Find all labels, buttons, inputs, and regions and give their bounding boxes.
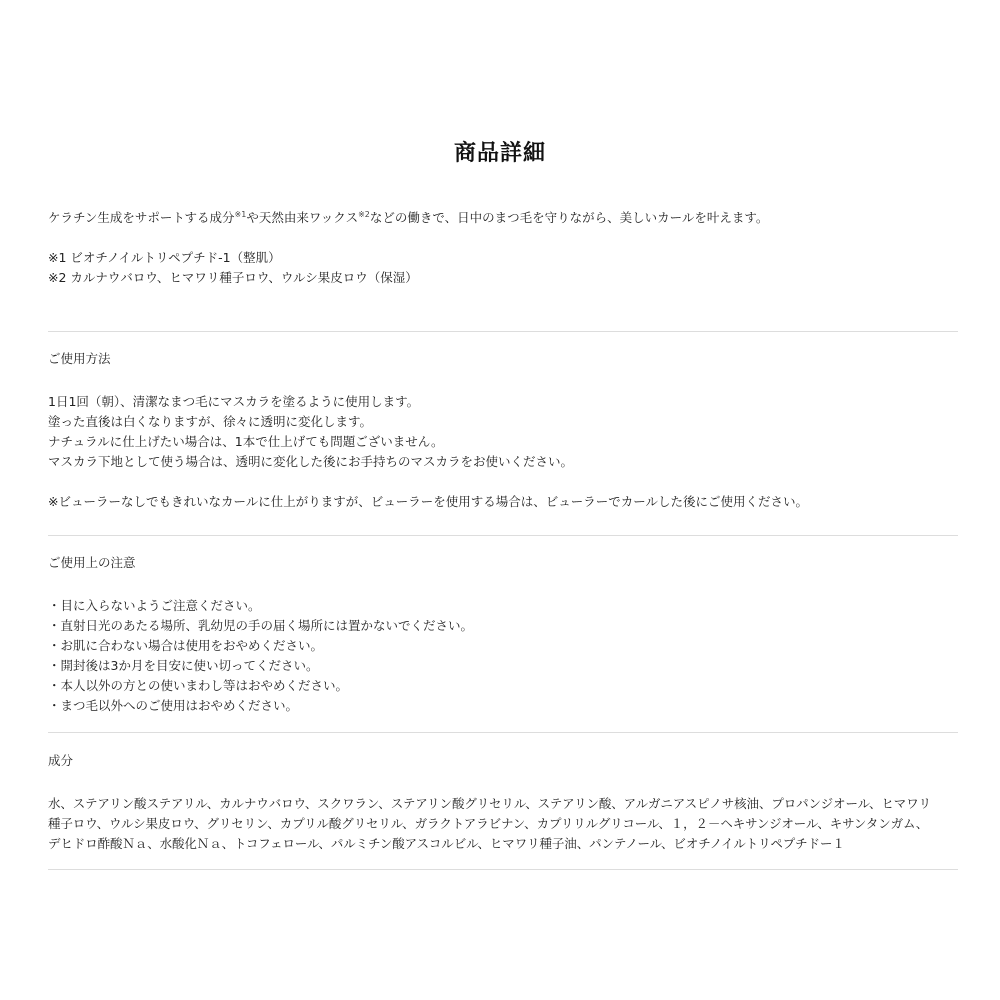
divider [48, 331, 958, 332]
ingredients-list [48, 794, 958, 854]
divider [48, 869, 958, 870]
divider [48, 732, 958, 733]
footnote-ref-2: ※2 [358, 209, 370, 219]
ingredients-heading: 成分 [48, 753, 74, 768]
intro-part-2: や天然由来ワックス [246, 210, 359, 225]
caution-item: ・開封後は3か月を目安に使い切ってください。 [48, 658, 319, 673]
footnote-ref-1: ※1 [234, 209, 247, 219]
page-title: 商品詳細 [453, 141, 546, 166]
usage-note-text: ※ビューラーなしでもきれいなカールに仕上がりますが、ビューラーを使用する場合は、ビューラーでカールした後にご使用ください。 [48, 494, 808, 509]
usage-instructions [48, 392, 958, 472]
caution-item: ・目に入らないようご注意ください。 [48, 598, 261, 613]
caution-item: ・まつ毛以外へのご使用はおやめください。 [48, 698, 299, 713]
footnote-2: ※2 カルナウバロウ、ヒマワリ種子ロウ、ウルシ果皮ロウ（保湿） [48, 270, 418, 285]
usage-line: マスカラ下地として使う場合は、透明に変化した後にお手持ちのマスカラをお使いください。 [48, 454, 574, 469]
caution-heading: ご使用上の注意 [48, 555, 136, 570]
intro-part-1: ケラチン生成をサポートする成分 [48, 210, 235, 225]
footnote-1: ※1 ビオチノイルトリペプチド-1（整肌） [48, 250, 281, 265]
intro-footnotes [48, 248, 958, 288]
caution-item: ・お肌に合わない場合は使用をおやめください。 [48, 638, 324, 653]
intro-text [48, 208, 958, 228]
ingredients-line: 種子ロウ、ウルシ果皮ロウ、グリセリン、カプリル酸グリセリル、ガラクトアラビナン、カプリリルグリコール、１，２－ヘキサンジオール、キサンタンガム、 [48, 816, 929, 831]
usage-heading: ご使用方法 [48, 351, 111, 366]
usage-line: ナチュラルに仕上げたい場合は、1本で仕上げても問題ございません。 [48, 434, 444, 449]
usage-line: 1日1回（朝）、清潔なまつ毛にマスカラを塗るように使用します。 [48, 394, 420, 409]
ingredients-line: デヒドロ酢酸Ｎａ、水酸化Ｎａ、トコフェロール、パルミチン酸アスコルビル、ヒマワリ種子油、パンテノール、ビオチノイルトリペプチドー１ [48, 836, 845, 851]
intro-paragraph [48, 208, 958, 228]
usage-line: 塗った直後は白くなりますが、徐々に透明に変化します。 [48, 414, 373, 429]
caution-item: ・直射日光のあたる場所、乳幼児の手の届く場所には置かないでください。 [48, 618, 474, 633]
intro-part-3: などの働きで、日中のまつ毛を守りながら、美しいカールを叶えます。 [369, 210, 769, 225]
ingredients-line: 水、ステアリン酸ステアリル、カルナウバロウ、スクワラン、ステアリン酸グリセリル、ステアリン酸、アルガニアスピノサ核油、プロパンジオール、ヒマワリ [48, 796, 931, 811]
caution-list [48, 596, 958, 716]
divider [48, 535, 958, 536]
usage-note [48, 492, 958, 512]
caution-item: ・本人以外の方との使いまわし等はおやめください。 [48, 678, 349, 693]
